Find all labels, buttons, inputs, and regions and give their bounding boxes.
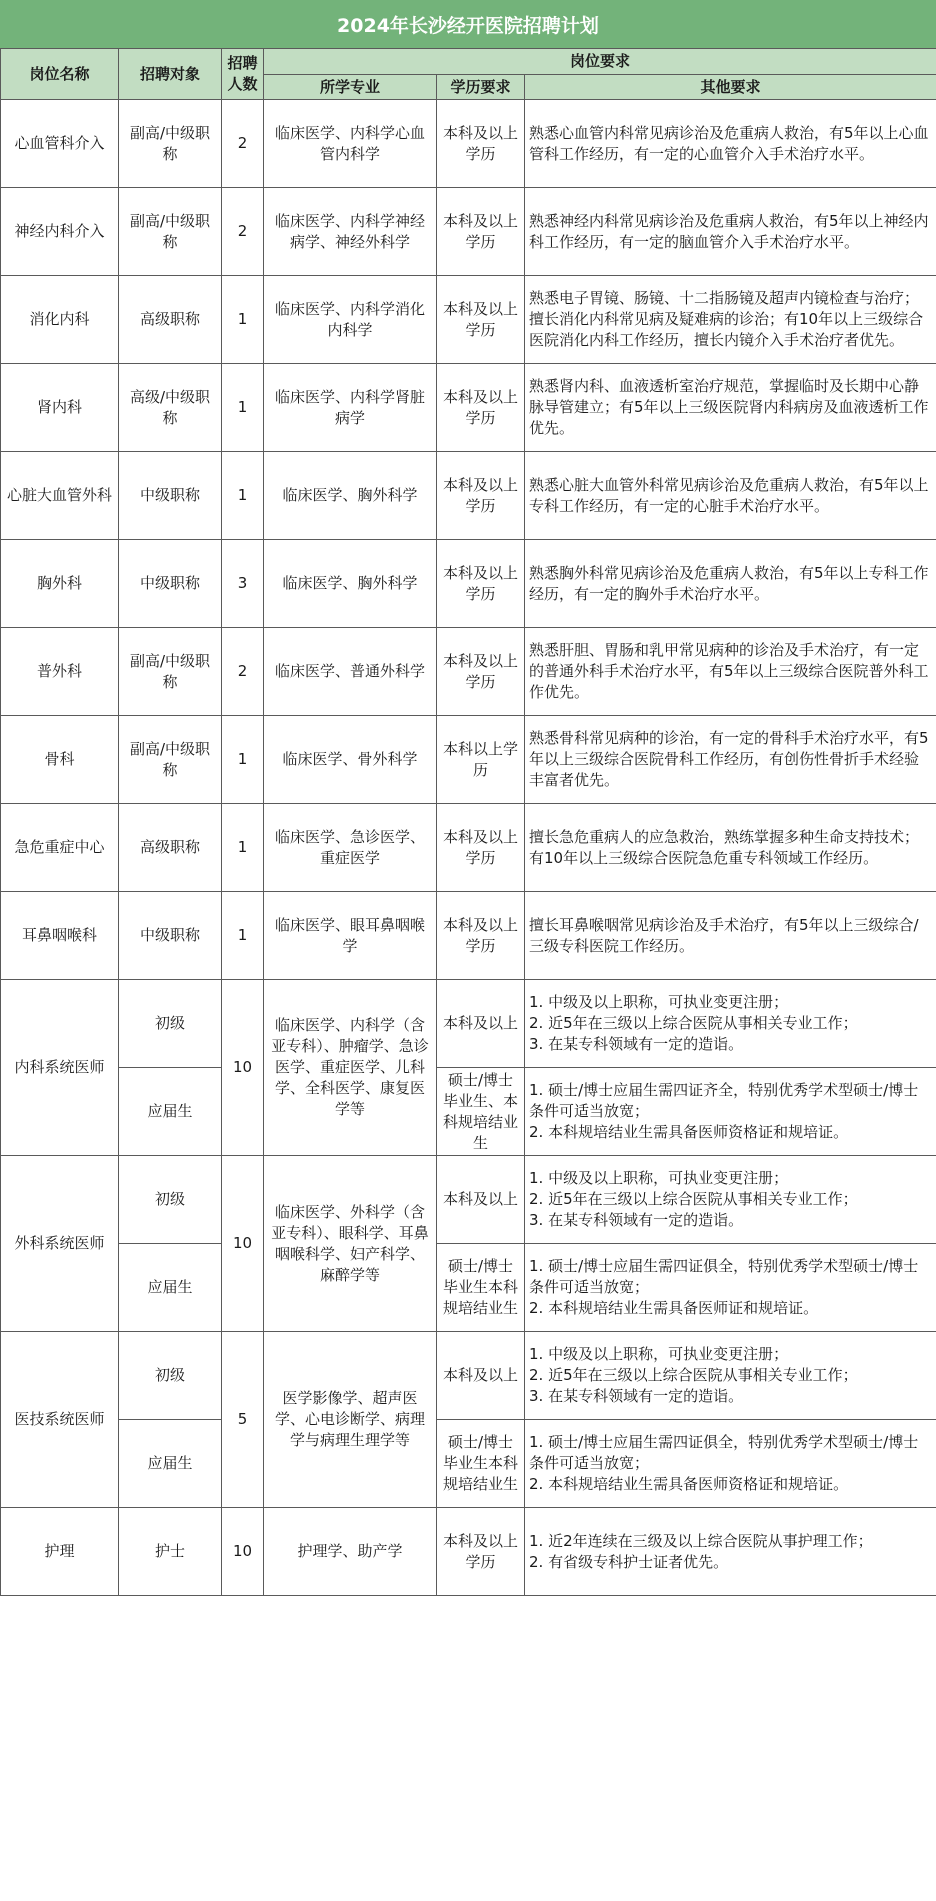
requirement-line: 2. 本科规培结业生需具备医师资格证和规培证。 [529,1475,849,1493]
position-cell: 护理 [1,1508,119,1596]
other-requirements-cell [525,1068,936,1156]
requirement-line: 3. 在某专科领域有一定的造诣。 [529,1387,744,1405]
requirement-line: 2. 近5年在三级以上综合医院从事相关专业工作； [529,1190,858,1208]
other-requirements-cell: 熟悉心血管内科常见病诊治及危重病人救治，有5年以上心血管科工作经历，有一定的心血管介入手术治疗水平。 [525,100,936,188]
position-cell: 心血管科介入 [1,100,119,188]
table-row [1,1508,936,1596]
position-cell: 内科系统医师 [1,980,119,1156]
education-cell: 本科及以上 [437,1332,525,1420]
other-requirements-cell [525,1156,936,1244]
position-cell: 外科系统医师 [1,1156,119,1332]
position-cell: 耳鼻咽喉科 [1,892,119,980]
count-cell: 10 [222,1156,264,1332]
target-cell: 高级/中级职称 [119,364,222,452]
requirement-line: 2. 近5年在三级以上综合医院从事相关专业工作； [529,1366,858,1384]
table-row [1,1420,936,1508]
education-cell: 本科及以上学历 [437,188,525,276]
major-cell: 临床医学、胸外科学 [264,452,437,540]
position-cell: 骨科 [1,716,119,804]
major-cell: 护理学、助产学 [264,1508,437,1596]
requirement-line: 2. 本科规培结业生需具备医师证和规培证。 [529,1299,819,1317]
major-cell: 临床医学、内科学（含亚专科）、肿瘤学、急诊医学、重症医学、儿科学、全科医学、康复医学等 [264,980,437,1156]
table-row [1,1244,936,1332]
header-target: 招聘对象 [119,49,222,100]
requirement-line: 1. 中级及以上职称，可执业变更注册； [529,993,789,1011]
education-cell: 硕士/博士毕业生本科规培结业生 [437,1244,525,1332]
position-cell: 胸外科 [1,540,119,628]
other-requirements-cell: 熟悉胸外科常见病诊治及危重病人救治，有5年以上专科工作经历，有一定的胸外手术治疗水平。 [525,540,936,628]
other-requirements-cell: 熟悉神经内科常见病诊治及危重病人救治，有5年以上神经内科工作经历，有一定的脑血管介入手术治疗水平。 [525,188,936,276]
table-row [1,892,936,980]
education-cell: 硕士/博士毕业生、本科规培结业生 [437,1068,525,1156]
target-cell: 副高/中级职称 [119,188,222,276]
table-row [1,1332,936,1420]
education-cell: 本科及以上学历 [437,1508,525,1596]
target-cell: 应届生 [119,1244,222,1332]
header-position: 岗位名称 [1,49,119,100]
position-cell: 急危重症中心 [1,804,119,892]
table-row [1,804,936,892]
target-cell: 护士 [119,1508,222,1596]
other-requirements-cell: 熟悉肾内科、血液透析室治疗规范，掌握临时及长期中心静脉导管建立；有5年以上三级医院肾内科病房及血液透析工作优先。 [525,364,936,452]
education-cell: 本科及以上学历 [437,892,525,980]
target-cell: 副高/中级职称 [119,628,222,716]
education-cell: 本科及以上学历 [437,628,525,716]
target-cell: 应届生 [119,1068,222,1156]
major-cell: 临床医学、内科学消化内科学 [264,276,437,364]
other-requirements-cell: 熟悉肝胆、胃肠和乳甲常见病种的诊治及手术治疗，有一定的普通外科手术治疗水平，有5年以上三级综合医院普外科工作优先。 [525,628,936,716]
major-cell: 医学影像学、超声医学、心电诊断学、病理学与病理生理学等 [264,1332,437,1508]
requirement-line: 1. 中级及以上职称，可执业变更注册； [529,1169,789,1187]
count-cell: 2 [222,628,264,716]
table-row [1,980,936,1068]
position-cell: 心脏大血管外科 [1,452,119,540]
education-cell: 硕士/博士毕业生本科规培结业生 [437,1420,525,1508]
other-requirements-cell: 熟悉心脏大血管外科常见病诊治及危重病人救治，有5年以上专科工作经历，有一定的心脏手术治疗水平。 [525,452,936,540]
other-requirements-cell: 擅长耳鼻喉咽常见病诊治及手术治疗，有5年以上三级综合/三级专科医院工作经历。 [525,892,936,980]
count-cell: 1 [222,276,264,364]
requirement-line: 1. 近2年连续在三级及以上综合医院从事护理工作； [529,1531,873,1550]
other-requirements-cell [525,1244,936,1332]
table-row [1,716,936,804]
position-cell: 神经内科介入 [1,188,119,276]
requirement-line: 1. 硕士/博士应届生需四证齐全，特别优秀学术型硕士/博士条件可适当放宽； [529,1081,919,1120]
other-requirements-cell [525,1508,936,1596]
count-cell: 1 [222,804,264,892]
major-cell: 临床医学、内科学心血管内科学 [264,100,437,188]
education-cell: 本科及以上学历 [437,276,525,364]
target-cell: 高级职称 [119,276,222,364]
requirement-line: 1. 硕士/博士应届生需四证俱全，特别优秀学术型硕士/博士条件可适当放宽； [529,1257,919,1296]
target-cell: 初级 [119,1332,222,1420]
header-major: 所学专业 [264,75,437,100]
count-cell: 10 [222,1508,264,1596]
education-cell: 本科以上学历 [437,716,525,804]
target-cell: 初级 [119,980,222,1068]
position-cell: 消化内科 [1,276,119,364]
target-cell: 中级职称 [119,540,222,628]
table-row [1,188,936,276]
other-requirements-cell: 熟悉电子胃镜、肠镜、十二指肠镜及超声内镜检查与治疗；擅长消化内科常见病及疑难病的诊治；有10年以上三级综合医院消化内科工作经历，擅长内镜介入手术治疗者优先。 [525,276,936,364]
position-cell: 医技系统医师 [1,1332,119,1508]
requirement-line: 3. 在某专科领域有一定的造诣。 [529,1035,744,1053]
count-cell: 1 [222,452,264,540]
target-cell: 高级职称 [119,804,222,892]
header-education: 学历要求 [437,75,525,100]
major-cell: 临床医学、内科学肾脏病学 [264,364,437,452]
count-cell: 3 [222,540,264,628]
education-cell: 本科及以上 [437,980,525,1068]
table-row [1,100,936,188]
major-cell: 临床医学、内科学神经病学、神经外科学 [264,188,437,276]
education-cell: 本科及以上学历 [437,452,525,540]
target-cell: 中级职称 [119,892,222,980]
other-requirements-cell: 擅长急危重病人的应急救治，熟练掌握多种生命支持技术；有10年以上三级综合医院急危重专科领域工作经历。 [525,804,936,892]
major-cell: 临床医学、普通外科学 [264,628,437,716]
page-title: 2024年长沙经开医院招聘计划 [0,0,936,48]
education-cell: 本科及以上学历 [437,540,525,628]
major-cell: 临床医学、外科学（含亚专科）、眼科学、耳鼻咽喉科学、妇产科学、麻醉学等 [264,1156,437,1332]
count-cell: 5 [222,1332,264,1508]
header-count: 招聘人数 [222,49,264,100]
requirement-line: 1. 硕士/博士应届生需四证俱全，特别优秀学术型硕士/博士条件可适当放宽； [529,1433,919,1472]
other-requirements-cell [525,980,936,1068]
table-row [1,364,936,452]
table-row [1,1068,936,1156]
other-requirements-cell [525,1332,936,1420]
major-cell: 临床医学、胸外科学 [264,540,437,628]
count-cell: 2 [222,188,264,276]
other-requirements-cell: 熟悉骨科常见病种的诊治，有一定的骨科手术治疗水平，有5年以上三级综合医院骨科工作经历，有创伤性骨折手术经验丰富者优先。 [525,716,936,804]
education-cell: 本科及以上学历 [437,364,525,452]
education-cell: 本科及以上学历 [437,100,525,188]
header-requirements: 岗位要求 [264,49,936,75]
table-row [1,1156,936,1244]
position-cell: 肾内科 [1,364,119,452]
target-cell: 初级 [119,1156,222,1244]
requirement-line: 2. 本科规培结业生需具备医师资格证和规培证。 [529,1123,849,1141]
major-cell: 临床医学、急诊医学、重症医学 [264,804,437,892]
position-cell: 普外科 [1,628,119,716]
header-other: 其他要求 [525,75,936,100]
target-cell: 副高/中级职称 [119,716,222,804]
major-cell: 临床医学、眼耳鼻咽喉学 [264,892,437,980]
target-cell: 应届生 [119,1420,222,1508]
table-row [1,276,936,364]
requirement-line: 3. 在某专科领域有一定的造诣。 [529,1211,744,1229]
table-row [1,628,936,716]
major-cell: 临床医学、骨外科学 [264,716,437,804]
education-cell: 本科及以上学历 [437,804,525,892]
count-cell: 2 [222,100,264,188]
target-cell: 副高/中级职称 [119,100,222,188]
table-body [1,100,936,1596]
table-row [1,540,936,628]
count-cell: 1 [222,364,264,452]
count-cell: 1 [222,716,264,804]
count-cell: 10 [222,980,264,1156]
target-cell: 中级职称 [119,452,222,540]
count-cell: 1 [222,892,264,980]
table-row [1,452,936,540]
education-cell: 本科及以上 [437,1156,525,1244]
requirement-line: 2. 有省级专科护士证者优先。 [529,1552,729,1571]
requirement-line: 2. 近5年在三级以上综合医院从事相关专业工作； [529,1014,858,1032]
requirement-line: 1. 中级及以上职称，可执业变更注册； [529,1345,789,1363]
other-requirements-cell [525,1420,936,1508]
recruitment-table [0,48,936,1596]
